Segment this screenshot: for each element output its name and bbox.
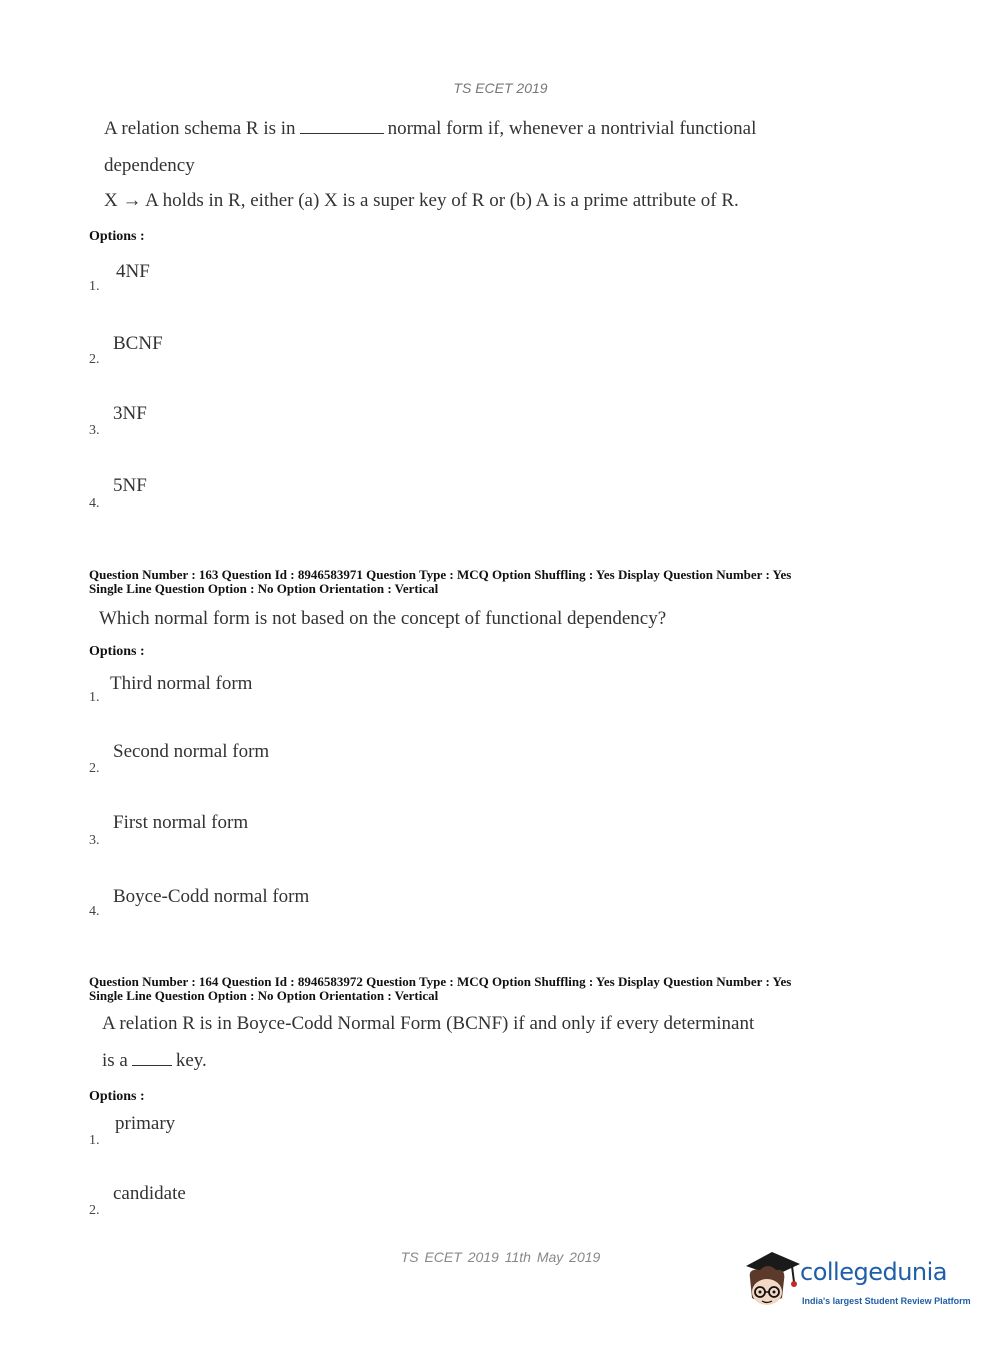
mascot-icon — [742, 1248, 802, 1318]
question-162-text-line-3: X → A holds in R, either (a) X is a super key of R or (b) A is a prime attribute of R. — [104, 190, 739, 211]
option-number: 2. — [89, 352, 100, 367]
page-footer: TS ECET 2019 11th May 2019 — [400, 1249, 601, 1265]
question-162-text-part-1: A relation schema R is in — [104, 118, 296, 139]
options-label: Options : — [89, 644, 145, 659]
question-164-text-line-2 — [102, 1050, 207, 1072]
question-163-meta-line-2: Single Line Question Option : No Option Orientation : Vertical — [89, 581, 439, 596]
option-text: Second normal form — [113, 741, 270, 762]
option-text: BCNF — [113, 333, 163, 354]
option-number: 1. — [89, 1133, 100, 1148]
options-label: Options : — [89, 229, 145, 244]
options-label: Options : — [89, 1089, 145, 1104]
question-163-meta-line-1: Question Number : 163 Question Id : 8946583971 Question Type : MCQ Option Shuffling : Yes Display Question Number : Yes — [89, 567, 792, 582]
answer-blank — [300, 132, 384, 134]
option-text: primary — [115, 1113, 176, 1134]
option-number: 3. — [89, 833, 100, 848]
question-162-text-line-1 — [104, 118, 756, 140]
option-text: 5NF — [113, 475, 147, 496]
option-text: 4NF — [116, 261, 150, 282]
option-number: 2. — [89, 761, 100, 776]
option-number: 4. — [89, 904, 100, 919]
option-text: First normal form — [113, 812, 249, 833]
answer-blank — [132, 1064, 172, 1066]
option-number: 1. — [89, 279, 100, 294]
question-164-text-part-2: key. — [175, 1050, 207, 1071]
option-number: 4. — [89, 496, 100, 511]
question-162-text-part-2: normal form if, whenever a nontrivial functional — [387, 118, 757, 139]
question-164-text-line-1: A relation R is in Boyce-Codd Normal Form (BCNF) if and only if every determinant — [102, 1013, 755, 1034]
question-162-text-line-2: dependency — [104, 155, 195, 176]
logo-tagline: India's largest Student Review Platform — [802, 1296, 971, 1306]
question-164-text-part-1: is a — [102, 1050, 128, 1071]
question-164-meta-line-1: Question Number : 164 Question Id : 8946583972 Question Type : MCQ Option Shuffling : Yes Display Question Number : Yes — [89, 974, 792, 989]
question-164-meta-line-2: Single Line Question Option : No Option Orientation : Vertical — [89, 988, 439, 1003]
option-text: Boyce-Codd normal form — [113, 886, 310, 907]
option-number: 2. — [89, 1203, 100, 1218]
option-text: 3NF — [113, 403, 147, 424]
option-text: candidate — [113, 1183, 186, 1204]
option-number: 3. — [89, 423, 100, 438]
page-header: TS ECET 2019 — [453, 80, 548, 96]
option-number: 1. — [89, 690, 100, 705]
option-text: Third normal form — [110, 673, 253, 694]
question-163-text: Which normal form is not based on the concept of functional dependency? — [99, 608, 667, 629]
collegedunia-logo — [742, 1248, 972, 1318]
logo-name: collegedunia — [800, 1258, 948, 1286]
